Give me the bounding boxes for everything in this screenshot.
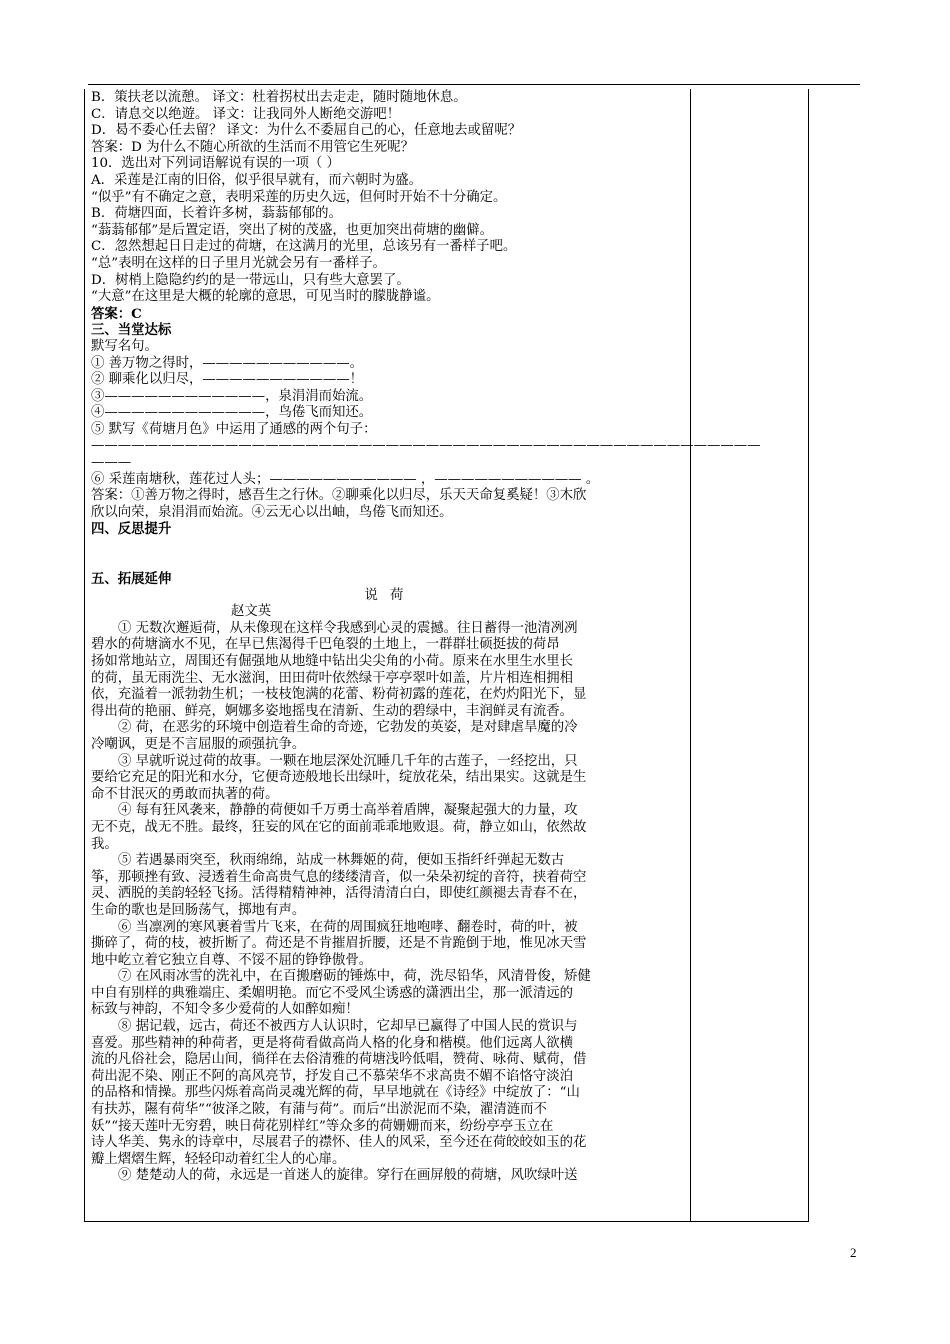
text-line: 默写名句。 xyxy=(91,338,158,354)
section-heading: 四、反思提升 xyxy=(91,521,172,538)
text-line: 碧水的荷塘滴水不见，在早已焦渴得千巴龟裂的土地上，一群群壮硕挺拔的荷昂 xyxy=(91,637,560,653)
text-line: ② 荷，在恶劣的环境中创造着生命的奇迹，它勃发的英姿，是对肆虐旱魔的冷 xyxy=(118,720,578,736)
text-line: ⑤ 若遇暴雨突至，秋雨绵绵，站成一林舞姬的荷，便如玉指纤纤弹起无数古 xyxy=(118,853,565,869)
text-line xyxy=(91,538,689,571)
text-line: A．采莲是江南的旧俗，似乎很早就有，而六朝时为盛。 xyxy=(91,172,423,188)
text-line: 妖”“接天莲叶无穷碧，映日荷花别样红”等众多的荷姗姗而来，纷纷亭亭玉立在 xyxy=(91,1118,554,1134)
text-line: 撕碎了，荷的枝，被折断了。荷还是不肯摧眉折腰，还是不肯跪倒于地，惟见冰天雪 xyxy=(91,936,587,952)
essay-author: 赵文英 xyxy=(231,604,272,620)
text-line: ① 善万物之得时，———————————。 xyxy=(91,355,364,371)
text-line: 诗人华美、隽永的诗章中，尽展君子的襟怀、佳人的风采，至今还在荷皎皎如玉的花 xyxy=(91,1135,587,1151)
page-number: 2 xyxy=(850,1245,857,1260)
text-line: “似乎”有不确定之意，表明采莲的历史久远，但何时开始不十分确定。 xyxy=(91,189,507,205)
text-line: “大意”在这里是大概的轮廓的意思，可见当时的朦胧静谧。 xyxy=(91,289,440,305)
text-line: 灵、洒脱的美韵轻轻飞扬。活得精精神神，活得清清白白，即使红颜褪去青春不在， xyxy=(91,886,587,902)
main-text-column xyxy=(91,90,761,1185)
text-line: 生命的歌也是回肠荡气，掷地有声。 xyxy=(91,902,306,918)
essay-title: 说荷 xyxy=(364,587,416,603)
text-line: 欣以向荣，泉涓涓而始流。④云无心以出岫，鸟倦飞而知还。 xyxy=(91,504,453,520)
text-line: 标致与神韵，不知令多少爱荷的人如醉如痴！ xyxy=(91,1002,359,1018)
text-line: ⑥ 采莲南塘秋，莲花过人头；——————————— ，——————————— 。 xyxy=(91,471,600,487)
text-line: ③ 早就听说过荷的故事。一颗在地层深处沉睡几千年的古莲子，一经挖出，只 xyxy=(118,753,578,769)
section-heading: 答案：C xyxy=(91,305,142,322)
text-line: ② 聊乘化以归尽，———————————！ xyxy=(91,372,364,388)
text-line: 荷出泥不染、刚正不阿的高风亮节，抒发自己不慕荣华不求高贵不媚不谄恪守淡泊 xyxy=(91,1068,574,1084)
text-line: D．曷不委心任去留？ 译文：为什么不委屈自己的心，任意地去或留呢？ xyxy=(91,123,522,139)
text-line: C．忽然想起日日走过的荷塘，在这满月的光里，总该另有一番样子吧。 xyxy=(91,239,517,255)
text-line: 中自有别样的典雅端庄、柔媚明艳。而它不受风尘诱惑的潇洒出尘，那一派清远的 xyxy=(91,985,574,1001)
text-line: D．树梢上隐隐约约的是一带远山，只有些大意罢了。 xyxy=(91,272,410,288)
text-line: 的品格和情操。那些闪烁着高尚灵魂光辉的荷，早早地就在《诗经》中绽放了：“山 xyxy=(91,1085,580,1101)
text-line: C．请息交以绝遊。 译文：让我同外人断绝交游吧！ xyxy=(91,106,401,122)
text-line: 筝，那顿挫有致、浸透着生命高贵气息的缕缕清音，似一朵朵初绽的音符，挟着荷空 xyxy=(91,869,587,885)
text-line: 要给它充足的阳光和水分，它便奇迹般地长出绿叶，绽放花朵，结出果实。这就是生 xyxy=(91,770,587,786)
text-line: 命不甘泯灭的勇敢而执著的荷。 xyxy=(91,786,279,802)
text-line: ⑧ 据记载，远古，荷还不被西方人认识时，它却早已赢得了中国人民的赏识与 xyxy=(118,1019,578,1035)
column-divider xyxy=(690,89,691,1222)
text-line: 得出荷的艳丽、鲜亮，婀娜多姿地摇曳在清新、生动的碧绿中，丰润鲜灵有流香。 xyxy=(91,703,574,719)
text-line: B．荷塘四面，长着许多树，蓊蓊郁郁的。 xyxy=(91,206,342,222)
text-line: 10．选出对下列词语解说有误的一项（ ） xyxy=(91,156,340,172)
text-line: ① 无数次邂逅荷，从未像现在这样令我感到心灵的震撼。往日蓄得一池清冽冽 xyxy=(118,620,578,636)
text-line: B．策扶老以流憩。 译文：杜着拐杖出去走走，随时随地休息。 xyxy=(91,90,467,105)
text-line: 我。 xyxy=(91,836,118,852)
text-line: 地中屹立着它独立自尊、不馁不屈的铮铮傲骨。 xyxy=(91,952,373,968)
section-heading: 五、拓展延伸 xyxy=(91,571,172,588)
text-line: ⑤ 默写《荷塘月色》中运用了通感的两个句子： xyxy=(91,421,377,437)
text-line: 依，充溢着一派勃勃生机；一枝枝饱满的花蕾、粉荷初露的莲花，在灼灼阳光下，显 xyxy=(91,687,587,703)
text-line: 答案：D 为什么不随心所欲的生活而不用管它生死呢？ xyxy=(91,139,414,155)
text-line: 的荷，虽无雨洗尘、无水滋润，田田荷叶依然绿干亭亭翠叶如盖，片片相连相拥相 xyxy=(91,670,574,686)
text-line: “蓊蓊郁郁”是后置定语，突出了树的茂盛，也更加突出荷塘的幽僻。 xyxy=(91,222,494,238)
text-line: 答案：①善万物之得时，感吾生之行休。②聊乘化以归尽，乐天天命复奚疑！③木欣 xyxy=(91,488,587,504)
text-line: ⑥ 当凛冽的寒风裹着雪片飞来，在荷的周围疯狂地咆哮、翻卷时，荷的叶，被 xyxy=(118,919,578,935)
text-line: “总”表明在这样的日子里月光就会另有一番样子。 xyxy=(91,255,386,271)
text-line: —————————————————————————————————————————————————— xyxy=(91,438,761,454)
text-line: 流的凡俗社会，隐居山间，徜徉在去俗清雅的荷塘浅吟低唱，赞荷、咏荷、赋荷，借 xyxy=(91,1052,587,1068)
section-heading: 三、当堂达标 xyxy=(91,322,172,339)
text-line: ⑨ 楚楚动人的荷，永远是一首迷人的旋律。穿行在画屏般的荷塘，风吹绿叶送 xyxy=(118,1168,578,1184)
text-line: ——— xyxy=(91,455,132,471)
text-line: 无不克，战无不胜。最终，狂妄的风在它的面前乖乖地败退。荷，静立如山，依然故 xyxy=(91,819,587,835)
text-line: ⑦ 在风雨冰雪的洗礼中，在百搬磨砺的锤炼中，荷，洗尽铅华，风清骨俊，矫健 xyxy=(118,969,591,985)
text-line: ④————————————，鸟倦飞而知还。 xyxy=(91,405,373,421)
text-line: ④ 每有狂风袭来，静静的荷便如千万勇士高举着盾牌，凝聚起强大的力量，攻 xyxy=(118,803,578,819)
text-line: 有扶苏，隰有荷华”“彼泽之陂，有蒲与荷”。而后“出淤泥而不染，濯清涟而不 xyxy=(91,1102,547,1118)
text-line: 扬如常地站立，周围还有倔强地从地缝中钻出尖尖角的小荷。原来在水里生水里长 xyxy=(91,654,574,669)
header-rule xyxy=(88,84,860,85)
text-line: 冷嘲讽，更是不言屈服的顽强抗争。 xyxy=(91,736,306,752)
text-line: 瓣上熠熠生辉，轻轻印动着红尘人的心扉。 xyxy=(91,1151,346,1167)
text-line: ③————————————，泉涓涓而始流。 xyxy=(91,388,373,404)
text-line: 喜爱。那些精神的种荷者，更是将荷看做高尚人格的化身和楷模。他们远离人欲横 xyxy=(91,1035,574,1051)
